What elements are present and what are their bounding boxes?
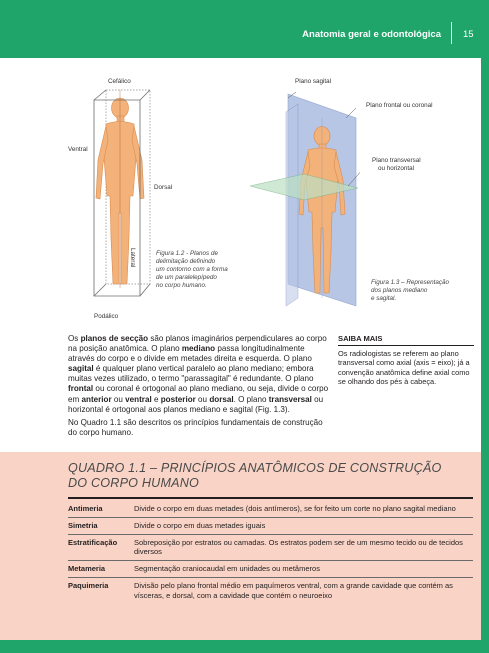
text-run: ou xyxy=(111,394,126,404)
term-cell: Metameria xyxy=(68,561,134,578)
figure-1-2-caption xyxy=(156,250,256,290)
caption-line: de um paralelepípedo xyxy=(156,274,217,281)
label-ventral: Ventral xyxy=(68,146,88,153)
quadro-1-1 xyxy=(0,452,481,640)
bold-term: ventral xyxy=(125,394,152,404)
page-number: 15 xyxy=(463,29,474,40)
label-plano-frontal: Plano frontal ou coronal xyxy=(366,102,433,109)
desc-cell: Sobreposição por estratos ou camadas. Os estratos podem ser de um mesmo tecido ou de tecidos diversos xyxy=(134,534,473,561)
quadro-table xyxy=(68,501,473,604)
table-row xyxy=(68,534,473,561)
term-cell: Paquimeria xyxy=(68,580,109,590)
label-plano-sagital: Plano sagital xyxy=(295,78,332,85)
text-run: são planos imaginários perpendiculares ao corpo na posição anatômica. O plano xyxy=(68,334,327,354)
side-color-band xyxy=(481,58,489,653)
text-run: Os xyxy=(68,334,81,343)
bold-term: posterior xyxy=(160,394,196,404)
table-row xyxy=(68,501,473,517)
bold-term: anterior xyxy=(81,394,112,404)
text-run: ou xyxy=(195,394,210,404)
desc-cell: Segmentação craniocaudal em unidades ou metâmeros xyxy=(134,561,473,578)
caption-line: Figura 1.2 - Planos de xyxy=(156,250,218,257)
section-title: Anatomia geral e odontológica xyxy=(302,29,441,40)
caption-line: dos planos mediano xyxy=(371,287,428,294)
desc-cell: Divisão pelo plano frontal médio em paquímeros ventral, com a grande cavidade que contém as vísceras, e dorsal, com a cavidade que contém o neuroeixo xyxy=(134,580,453,600)
paragraph-quadro-intro: No Quadro 1.1 são descritos os princípios fundamentais de construção do corpo humano. xyxy=(68,417,323,437)
text-run: passa longitudinalmente através do corpo e o divide em metades direita e esquerda. O plano xyxy=(68,344,312,364)
text-run: e xyxy=(151,394,161,404)
paragraph-planes xyxy=(68,334,330,415)
bold-term: dorsal xyxy=(209,394,234,404)
caption-line: no corpo humano. xyxy=(156,282,207,289)
label-ou-horizontal: ou horizontal xyxy=(378,165,415,172)
desc-cell: Divide o corpo em duas metades (dois antímeros), se for feito um corte no plano sagital mediano xyxy=(134,501,473,517)
main-text xyxy=(68,334,330,441)
page-header xyxy=(0,0,489,58)
text-run: é qualquer plano vertical paralelo ao plano mediano; embora muitas vezes utilizado, o termo "parassagital" é redundante. O plano xyxy=(68,364,314,384)
term-cell: Antimeria xyxy=(68,501,134,517)
bold-term: planos de secção xyxy=(80,334,149,343)
label-cefalico: Cefálico xyxy=(108,78,131,85)
bold-term: transversal xyxy=(268,394,312,404)
quadro-title: QUADRO 1.1 – PRINCÍPIOS ANATÔMICOS DE CONSTRUÇÃO DO CORPO HUMANO xyxy=(68,461,442,490)
caption-line: Figura 1.3 – Representação xyxy=(371,279,450,286)
text-run: ou horizontal é ortogonal aos planos mediano e sagital (Fig. 1.3). xyxy=(68,394,324,414)
text-run: ou coronal é ortogonal ao plano mediano, ou seja, divide o corpo em xyxy=(68,384,329,404)
table-row xyxy=(68,577,473,603)
figure-body-box xyxy=(84,88,164,310)
saiba-mais-title: SAIBA MAIS xyxy=(338,334,474,346)
bold-term: sagital xyxy=(68,364,94,374)
text-run: . O plano xyxy=(233,394,269,404)
table-row xyxy=(68,517,473,534)
caption-line: e sagital. xyxy=(371,295,397,302)
term-cell: Simetria xyxy=(68,517,134,534)
caption-line: um contorno com a forma xyxy=(156,266,228,273)
quadro-rule xyxy=(68,497,473,499)
saiba-mais-box xyxy=(338,334,474,387)
label-podalico: Podálico xyxy=(94,313,119,320)
term-cell: Estratificação xyxy=(68,534,134,561)
bold-term: frontal xyxy=(68,384,94,394)
frontal-plane xyxy=(286,104,298,306)
page-footer-band xyxy=(0,640,481,653)
label-dorsal: Dorsal xyxy=(154,184,173,191)
saiba-mais-text: Os radiologistas se referem ao plano transversal como axial (axis = eixo); já a convenção anatômica define axial como se olhando dos pés à cabeça. xyxy=(338,349,470,387)
table-row xyxy=(68,561,473,578)
bold-term: mediano xyxy=(181,344,216,354)
desc-cell: Divide o corpo em duas metades iguais xyxy=(134,517,473,534)
header-divider xyxy=(451,22,452,44)
figure-1-3-caption xyxy=(371,279,471,303)
label-lateral: Lateral xyxy=(129,248,136,268)
caption-line: delimitação definindo xyxy=(156,258,216,265)
label-plano-transversal: Plano transversal xyxy=(372,157,421,164)
figure-body-planes xyxy=(248,88,360,310)
